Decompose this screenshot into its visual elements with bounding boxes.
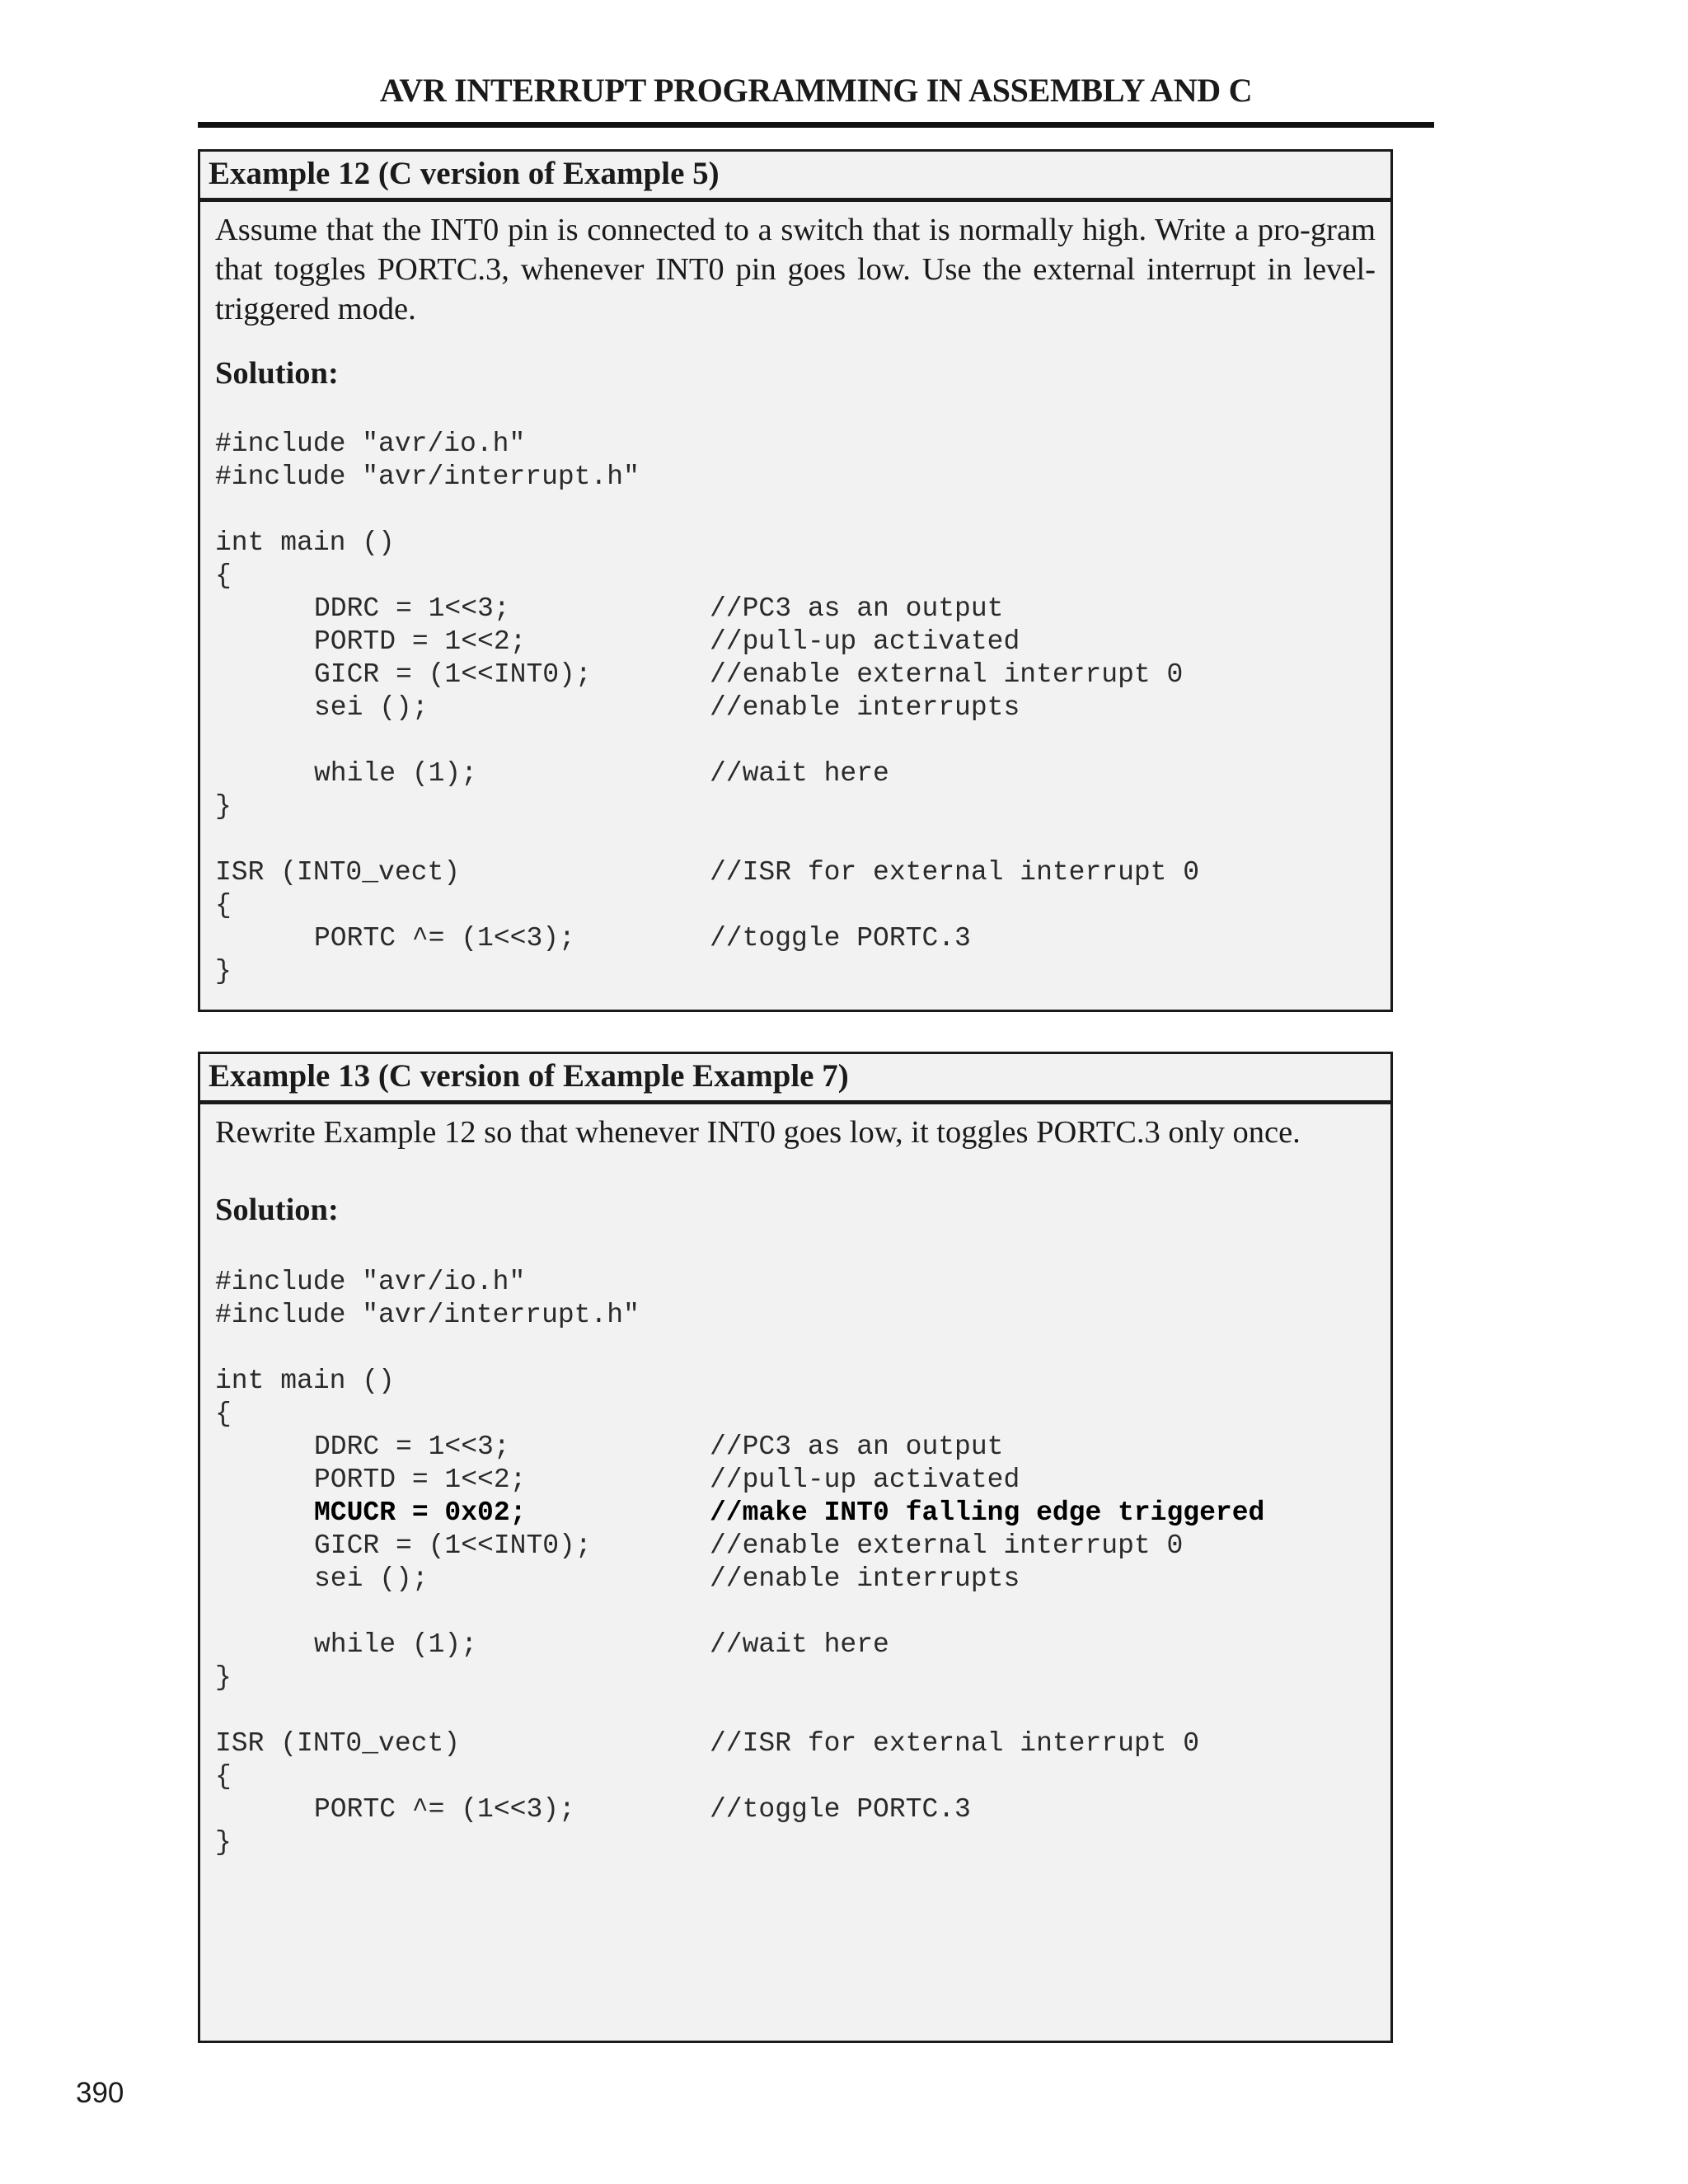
- example-12-title: Example 12 (C version of Example 5): [200, 152, 1390, 202]
- code-line: ISR (INT0_vect): [215, 857, 461, 888]
- code-statement: [215, 1629, 710, 1661]
- code-statement: [215, 757, 710, 790]
- code-line: GICR = (1<<INT0);: [314, 659, 592, 690]
- code-line: }: [215, 956, 232, 987]
- code-comment: //enable external interrupt 0: [710, 1530, 1184, 1561]
- code-line: PORTD = 1<<2;: [314, 626, 527, 657]
- code-comment: //ISR for external interrupt 0: [710, 857, 1200, 888]
- code-comment: //toggle PORTC.3: [710, 1794, 971, 1825]
- code-line: {: [215, 890, 232, 921]
- code-statement: [215, 1793, 710, 1826]
- code-line: PORTC ^= (1<<3);: [314, 923, 575, 954]
- code-line: #include "avr/io.h": [215, 429, 526, 459]
- code-comment: //pull-up activated: [710, 1465, 1020, 1495]
- code-line: {: [215, 1761, 232, 1792]
- code-line: while (1);: [314, 758, 478, 789]
- code-line: PORTC ^= (1<<3);: [314, 1794, 575, 1825]
- code-line: PORTD = 1<<2;: [314, 1465, 527, 1495]
- code-line: while (1);: [314, 1629, 478, 1660]
- code-line: #include "avr/interrupt.h": [215, 462, 640, 492]
- code-comment: //enable interrupts: [710, 692, 1020, 723]
- code-comment: //enable external interrupt 0: [710, 659, 1184, 690]
- code-statement: [215, 1563, 710, 1596]
- example-12-problem: Assume that the INT0 pin is connected to a switch that is normally high. Write a pro-gram that toggles PORTC.3, whenever INT0 pin goes low. Use the external interrupt in level-triggered mode.: [215, 213, 1376, 326]
- running-head: AVR INTERRUPT PROGRAMMING IN ASSEMBLY AND C: [379, 72, 1253, 109]
- code-comment: //pull-up activated: [710, 626, 1020, 657]
- code-statement: [215, 1530, 710, 1563]
- code-line: sei ();: [314, 1563, 429, 1594]
- example-13-title: Example 13 (C version of Example Example 7): [200, 1054, 1390, 1104]
- example-13-code: [215, 1266, 1376, 1859]
- code-statement: [215, 922, 710, 955]
- code-line-highlight: MCUCR = 0x02;: [314, 1497, 527, 1528]
- example-12-box: [198, 149, 1393, 1012]
- code-statement: [215, 691, 710, 724]
- code-line: {: [215, 560, 232, 591]
- example-12-code: [215, 428, 1376, 988]
- code-statement: [215, 1431, 710, 1464]
- code-line: int main (): [215, 527, 395, 558]
- example-12-solution-label: Solution:: [215, 356, 339, 391]
- example-13-solution-label: Solution:: [215, 1193, 339, 1227]
- header-rule: [198, 122, 1434, 128]
- example-13-box: [198, 1052, 1393, 2043]
- code-comment: //enable interrupts: [710, 1563, 1020, 1594]
- code-comment: //ISR for external interrupt 0: [710, 1728, 1200, 1759]
- code-line: {: [215, 1399, 232, 1429]
- code-statement: [215, 856, 710, 889]
- code-statement: [215, 658, 710, 691]
- code-line: sei ();: [314, 692, 429, 723]
- code-line: }: [215, 791, 232, 822]
- code-line: GICR = (1<<INT0);: [314, 1530, 592, 1561]
- example-13-problem: Rewrite Example 12 so that whenever INT0 goes low, it toggles PORTC.3 only once.: [215, 1115, 1301, 1150]
- code-statement: [215, 593, 710, 626]
- code-line: int main (): [215, 1366, 395, 1396]
- code-line: DDRC = 1<<3;: [314, 593, 510, 624]
- code-comment: //PC3 as an output: [710, 593, 1004, 624]
- code-line: ISR (INT0_vect): [215, 1728, 461, 1759]
- code-line: }: [215, 1827, 232, 1858]
- example-13-body: [200, 1104, 1390, 1859]
- code-line: }: [215, 1662, 232, 1693]
- code-comment-highlight: //make INT0 falling edge triggered: [710, 1497, 1265, 1528]
- code-line: DDRC = 1<<3;: [314, 1432, 510, 1462]
- code-comment: //wait here: [710, 758, 889, 789]
- code-comment: //toggle PORTC.3: [710, 923, 971, 954]
- page-number: 390: [76, 2077, 124, 2109]
- code-statement: [215, 626, 710, 658]
- code-line: #include "avr/interrupt.h": [215, 1300, 640, 1330]
- code-comment: //wait here: [710, 1629, 889, 1660]
- code-statement: [215, 1727, 710, 1760]
- code-statement-highlight: [215, 1497, 710, 1530]
- code-line: #include "avr/io.h": [215, 1267, 526, 1297]
- code-statement: [215, 1464, 710, 1497]
- example-12-body: [200, 202, 1390, 988]
- code-comment: //PC3 as an output: [710, 1432, 1004, 1462]
